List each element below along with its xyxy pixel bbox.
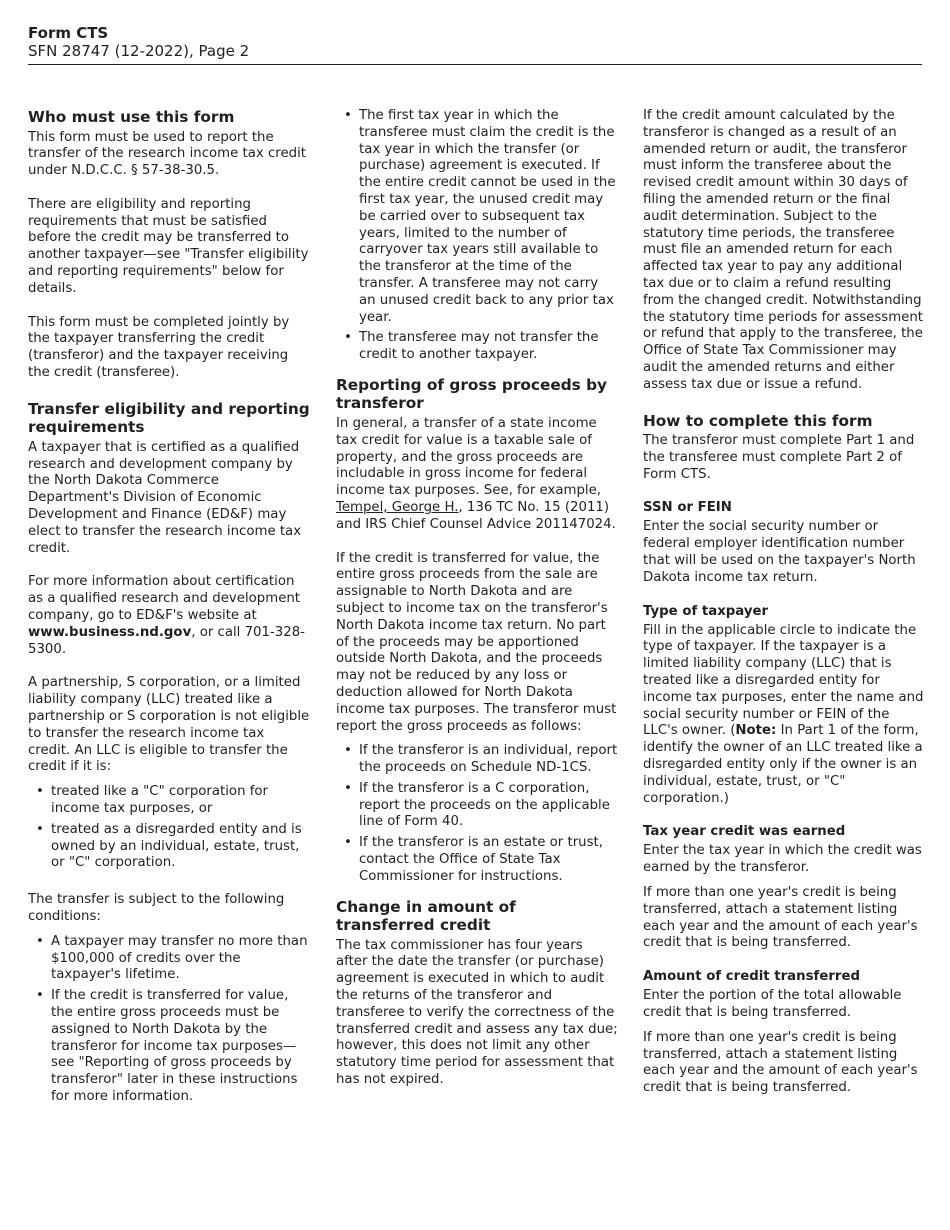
list-item: • The transferee may not transfer the credit to another taxpayer. — [336, 330, 618, 364]
paragraph: Enter the tax year in which the credit was earned by the transferor. — [643, 843, 922, 876]
change-in-amount-heading: Change in amount of transferred credit — [336, 897, 516, 935]
list-item: • If the credit is transferred for value, the entire gross proceeds must be assigned to North Dakota by the transferor for income tax purposes—see "Reporting of gross proceeds by transferor" later in these instructions for more information. — [28, 988, 310, 1106]
ssn-fein-heading: SSN or FEIN — [643, 500, 732, 516]
paragraph: Fill in the applicable circle to indicate the type of taxpayer. If the taxpayer is a limited liability company (LLC) that is treated like a disregarded entity for income tax purposes, enter the name and social security number or FEIN of the LLC's owner. (Note: In Part 1 of the form, identify the owner of an LLC treated like a disregarded entity only if the owner is an individual, estate, trust, or "C" corporation.) — [643, 622, 924, 806]
list-item: • A taxpayer may transfer no more than $100,000 of credits over the taxpayer's lifetime. — [28, 934, 310, 984]
list-item: • If the transferor is a C corporation, report the proceeds on the applicable line of Form 40. — [336, 781, 618, 831]
paragraph: There are eligibility and reporting requirements that must be satisfied before the credit may be transferred to another taxpayer—see "Transfer eligibility and reporting requirements" below for details. — [28, 196, 309, 296]
llc-eligibility-list — [28, 784, 310, 872]
gross-proceeds-heading: Reporting of gross proceeds by transferor — [336, 375, 608, 413]
list-item: • treated like a "C" corporation for income tax purposes, or — [28, 784, 310, 818]
paragraph: The transferor must complete Part 1 and the transferee must complete Part 2 of Form CTS. — [643, 433, 915, 482]
paragraph: This form must be used to report the transfer of the research income tax credit under N.D.C.C. § 57-38-30.5. — [28, 129, 306, 179]
case-citation: Tempel, George H. — [336, 499, 459, 515]
paragraph: Enter the social security number or federal employer identification number that will be used on the taxpayer's North Dakota income tax return. — [643, 519, 916, 585]
who-must-use-heading: Who must use this form — [28, 108, 235, 126]
transfer-eligibility-heading: Transfer eligibility and reporting requirements — [28, 399, 310, 437]
form-subtitle: SFN 28747 (12-2022), Page 2 — [28, 42, 250, 60]
list-item: • If the transferor is an individual, report the proceeds on Schedule ND-1CS. — [336, 743, 618, 777]
conditions-list-continued — [336, 108, 618, 364]
list-item: • treated as a disregarded entity and is owned by an individual, estate, trust, or "C" corporation. — [28, 822, 310, 872]
paragraph: For more information about certification as a qualified research and development company, go to ED&F's website at www.business.nd.gov, or call 701-328-5300. — [28, 574, 305, 657]
paragraph: The tax commissioner has four years after the date the transfer (or purchase) agreement is executed in which to audit the returns of the transferor and transferee to verify the correctness of the transferred credit and assess any tax due; however, this does not limit any other statutory time period for assessment that has not expired. — [336, 937, 618, 1088]
how-to-complete-heading: How to complete this form — [643, 411, 873, 430]
column-2 — [336, 108, 618, 1089]
type-of-taxpayer-heading: Type of taxpayer — [643, 603, 769, 619]
conditions-list — [28, 934, 310, 1106]
amount-transferred-heading: Amount of credit transferred — [643, 969, 860, 985]
list-item: • If the transferor is an estate or trust, contact the Office of State Tax Commissioner for instructions. — [336, 835, 618, 885]
page-header — [28, 24, 922, 61]
paragraph: If the credit amount calculated by the transferor is changed as a result of an amended return or audit, the transferor must inform the transferee about the revised credit amount within 30 days of filing the amended return or the final audit determination. Subject to the statutory time periods, the transferee must file an amended return for each affected tax year to pay any additional tax due or to claim a refund resulting from the changed credit. Notwithstanding the statutory time periods for assessment or refund that apply to the transferee, the Office of State Tax Commissioner may audit the amended returns and either assess tax due or issue a refund. — [643, 108, 923, 392]
paragraph: A taxpayer that is certified as a qualified research and development company by the North Dakota Commerce Department's Division of Economic Development and Finance (ED&F) may elect to transfer the research income tax credit. — [28, 439, 302, 556]
form-title: Form CTS — [28, 24, 109, 42]
paragraph: This form must be completed jointly by the taxpayer transferring the credit (transferor) and the taxpayer receiving the credit (transferee). — [28, 314, 290, 381]
paragraph: If more than one year's credit is being transferred, attach a statement listing each year and the amount of each year's credit that is being transferred. — [643, 884, 918, 951]
column-3 — [643, 108, 925, 1097]
website-link[interactable]: www.business.nd.gov — [28, 624, 192, 640]
paragraph: If more than one year's credit is being transferred, attach a statement listing each year and the amount of each year's credit that is being transferred. — [643, 1029, 918, 1096]
tax-year-heading: Tax year credit was earned — [643, 824, 846, 840]
paragraph: If the credit is transferred for value, the entire gross proceeds from the sale are assignable to North Dakota and are subject to income tax on the transferor's North Dakota income tax return. No part of the proceeds may be apportioned outside North Dakota, and the proceeds may not be reduced by any loss or deduction allowed for North Dakota income tax purposes. The transferor must report the gross proceeds as follows: — [336, 550, 617, 734]
paragraph: In general, a transfer of a state income tax credit for value is a taxable sale of property, and the gross proceeds are includable in gross income for federal income tax purposes. See, for example, Tempel, George H., 136 TC No. 15 (2011) and IRS Chief Counsel Advice 201147024. — [336, 415, 616, 532]
list-item: • The first tax year in which the transferee must claim the credit is the tax year in which the transfer (or purchase) agreement is executed. If the entire credit cannot be used in the first tax year, the unused credit may be carried over to subsequent tax years, limited to the number of carryover tax years still available to the transferor at the time of the transfer. A transferee may not carry an unused credit back to any prior tax year. — [336, 108, 618, 326]
column-1 — [28, 108, 310, 1110]
paragraph: The transfer is subject to the following conditions: — [28, 892, 285, 924]
paragraph: Enter the portion of the total allowable credit that is being transferred. — [643, 988, 902, 1020]
paragraph: A partnership, S corporation, or a limited liability company (LLC) treated like a partnership or S corporation is not eligible to transfer the research income tax credit. An LLC is eligible to transfer the credit if it is: — [28, 675, 310, 775]
gross-proceeds-list — [336, 743, 618, 885]
header-divider — [28, 64, 922, 65]
